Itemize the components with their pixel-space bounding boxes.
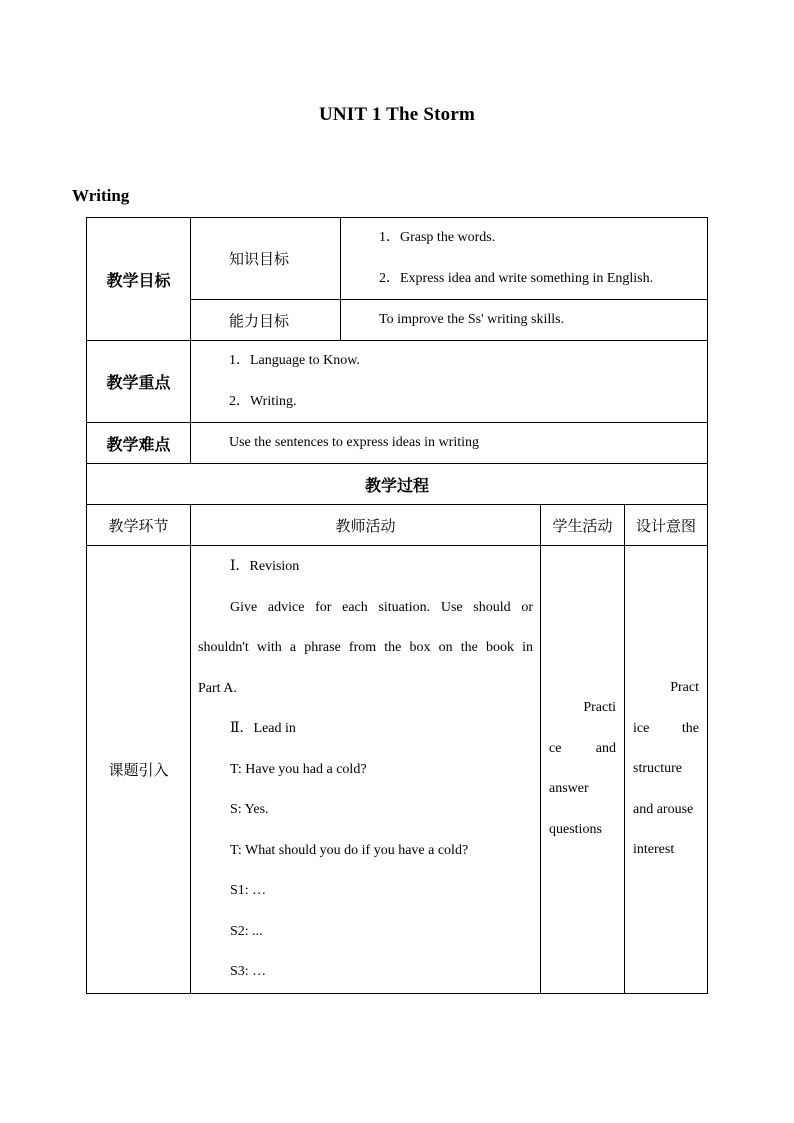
difficulties-label: 教学难点 <box>87 423 191 464</box>
student-line: answer <box>549 781 589 797</box>
knowledge-goal-item: 2．Express idea and write something in English. <box>379 270 654 286</box>
knowledge-goal-label: 知识目标 <box>191 218 341 300</box>
key-point-item: 2．Writing. <box>229 393 297 409</box>
column-header-stage: 教学环节 <box>87 505 191 546</box>
column-header-design: 设计意图 <box>625 505 708 546</box>
stage-cell: 课题引入 <box>87 546 191 994</box>
teacher-line: S3: … <box>230 964 267 979</box>
teacher-line: S2: ... <box>230 923 263 939</box>
section-heading: Writing <box>72 186 130 205</box>
student-activity-cell <box>541 546 625 994</box>
key-points-row <box>87 341 708 423</box>
teacher-line: T: Have you had a cold? <box>230 761 367 777</box>
teacher-line: S: Yes. <box>230 802 269 817</box>
knowledge-goal-content <box>341 218 708 300</box>
teacher-line: Part A. <box>198 680 237 696</box>
knowledge-goal-item: 1．Grasp the words. <box>379 230 496 245</box>
process-header-row <box>87 505 708 546</box>
design-line: structure <box>633 761 682 776</box>
teacher-line: T: What should you do if you have a cold? <box>230 842 469 858</box>
ability-goal-content: To improve the Ss' writing skills. <box>341 300 708 341</box>
key-points-label: 教学重点 <box>87 341 191 423</box>
process-heading: 教学过程 <box>87 464 708 505</box>
teacher-line: S1: … <box>230 883 267 898</box>
design-line: and arouse <box>633 801 694 817</box>
student-line: ce and <box>549 740 616 756</box>
design-intent-cell <box>625 546 708 994</box>
teacher-line: Give advice for each situation. Use should or <box>230 599 533 615</box>
ability-goal-label: 能力目标 <box>191 300 341 341</box>
design-line: Pract <box>670 680 699 695</box>
design-line: interest <box>633 842 675 857</box>
teacher-line: Ⅰ．Revision <box>230 559 300 574</box>
teacher-line: shouldn't with a phrase from the box on the book in <box>198 640 533 655</box>
process-heading-row <box>87 464 708 505</box>
key-point-item: 1．Language to Know. <box>229 353 360 368</box>
difficulties-row <box>87 423 708 464</box>
student-line: Practi <box>583 700 616 716</box>
key-points-content <box>191 341 708 423</box>
teacher-activity-cell <box>191 546 541 994</box>
lesson-plan-table <box>86 217 708 994</box>
column-header-student: 学生活动 <box>541 505 625 546</box>
difficulties-content: Use the sentences to express ideas in writing <box>191 423 708 464</box>
column-header-teacher: 教师活动 <box>191 505 541 546</box>
objectives-row-knowledge <box>87 218 708 300</box>
student-line: questions <box>549 821 602 837</box>
design-line: ice the <box>633 720 699 736</box>
teacher-line: Ⅱ．Lead in <box>230 721 296 736</box>
document-title: UNIT 1 The Storm <box>318 104 476 125</box>
process-row <box>87 546 708 994</box>
objectives-label: 教学目标 <box>87 218 191 341</box>
